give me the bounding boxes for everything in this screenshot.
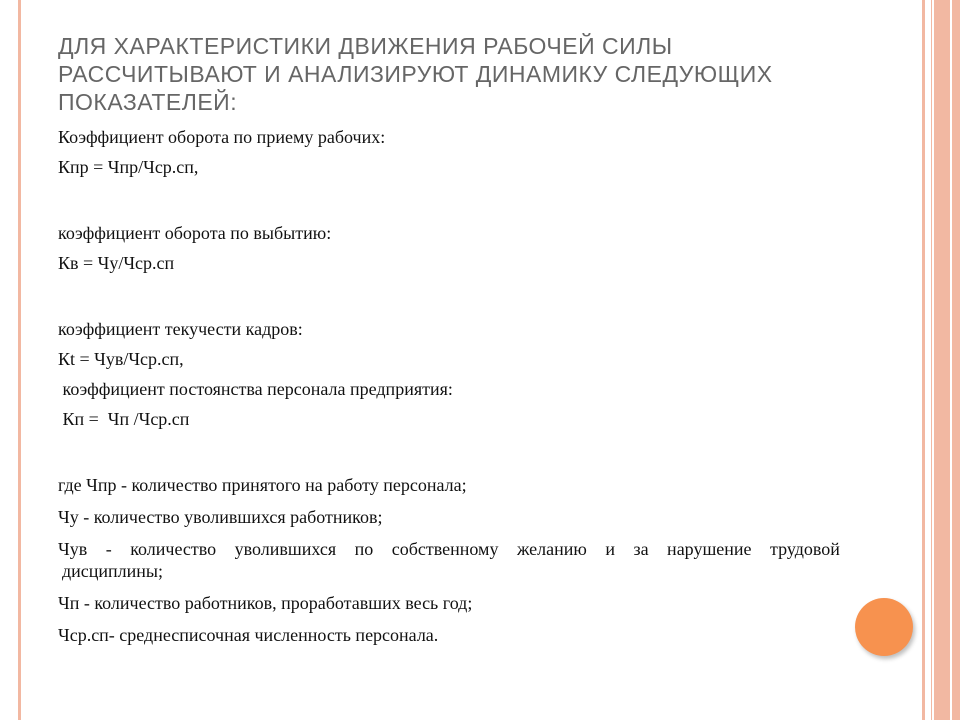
right-decorative-band <box>919 0 960 720</box>
item-staff-turnover-label: коэффициент текучести кадров: <box>58 319 303 339</box>
item-departure-turnover-formula: Кв = Чу/Чср.сп <box>58 253 175 273</box>
item-departure-turnover-label: коэффициент оборота по выбытию: <box>58 223 332 243</box>
orange-circle-decoration <box>855 598 913 656</box>
definition-dismissed: Чу - количество уволившихся работников; <box>58 507 383 527</box>
definition-voluntary-dismissed: Чув - количество уволившихся по собственному желанию и за нарушение трудовой <box>58 539 840 559</box>
right-band-line <box>950 0 952 720</box>
definition-voluntary-dismissed-cont: дисциплины; <box>62 561 164 581</box>
definition-average-headcount: Чср.сп- среднесписочная численность персонала. <box>58 625 439 645</box>
slide-content <box>58 126 902 646</box>
definition-full-year: Чп - количество работников, проработавших весь год; <box>58 593 473 613</box>
item-staff-constancy-label: коэффициент постоянства персонала предприятия: <box>58 379 453 399</box>
item-staff-constancy-formula: Кп = Чп /Чср.сп <box>58 409 190 429</box>
slide-title: ДЛЯ ХАРАКТЕРИСТИКИ ДВИЖЕНИЯ РАБОЧЕЙ СИЛЫ РАССЧИТЫВАЮТ И АНАЛИЗИРУЮТ ДИНАМИКУ СЛЕДУЮЩИХ ПОКАЗАТЕЛЕЙ: <box>58 33 773 115</box>
item-hiring-turnover-label: Коэффициент оборота по приему рабочих: <box>58 127 386 147</box>
item-staff-turnover-formula: Кt = Чув/Чср.сп, <box>58 349 184 369</box>
right-band-line <box>932 0 934 720</box>
left-decorative-rule <box>18 0 21 720</box>
item-hiring-turnover-formula: Кпр = Чпр/Чср.сп, <box>58 157 199 177</box>
definition-hired: где Чпр - количество принятого на работу персонала; <box>58 475 467 495</box>
